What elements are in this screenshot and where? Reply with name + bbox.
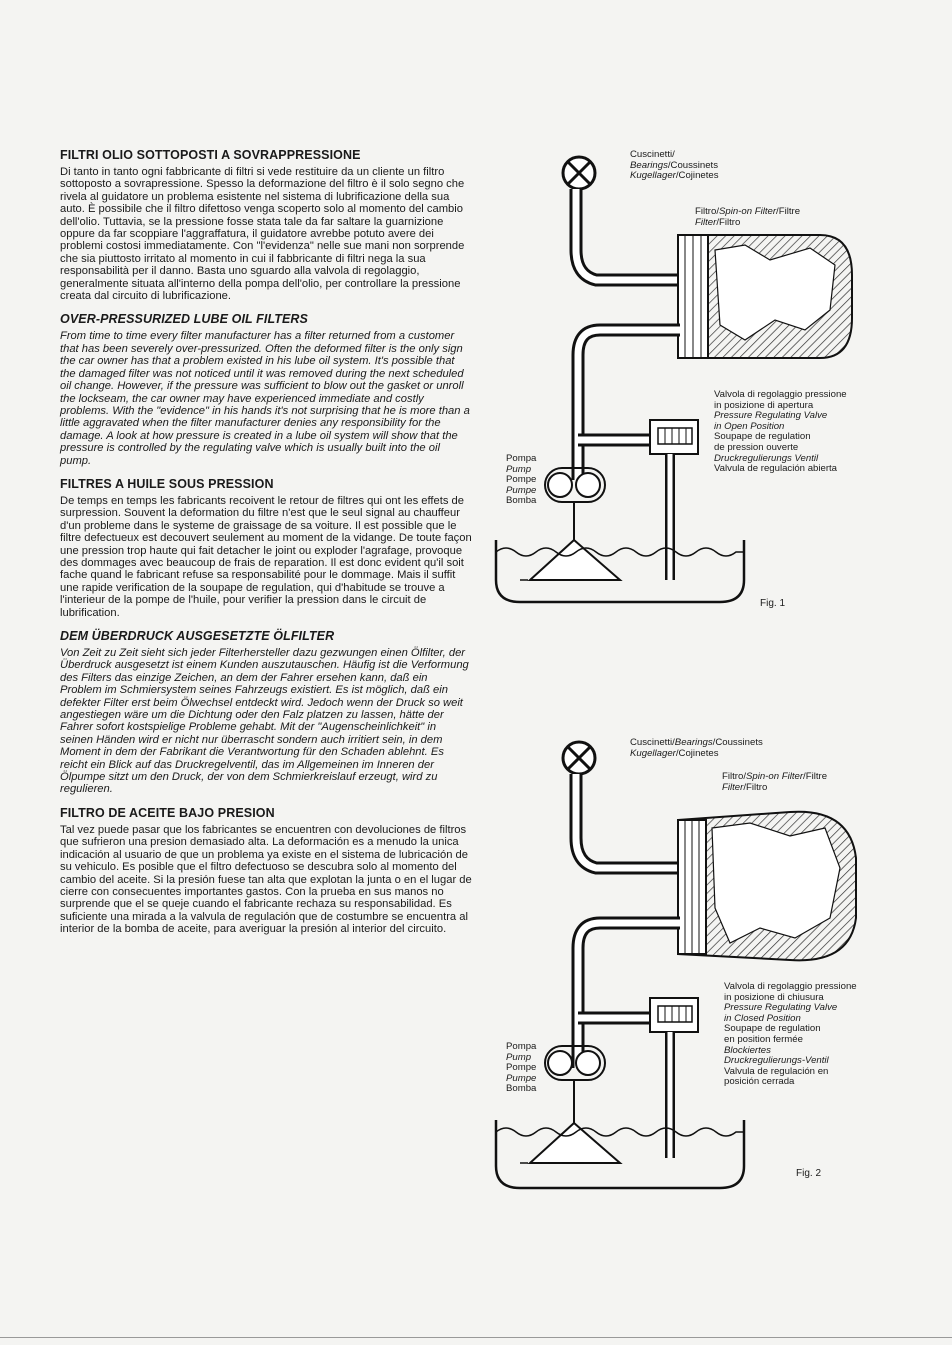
pump-label-line: Pump bbox=[506, 463, 532, 475]
section-spanish bbox=[60, 806, 472, 936]
pump-gear-left bbox=[548, 1051, 572, 1075]
valve-label-line: posición cerrada bbox=[724, 1076, 795, 1088]
valve-label-line: in posizione di apertura bbox=[714, 399, 814, 411]
section-english bbox=[60, 312, 472, 466]
valve-label-line: en position fermée bbox=[724, 1033, 803, 1045]
valve-label-line: Druckregulierungs-Ventil bbox=[724, 1055, 829, 1067]
bottom-rule bbox=[0, 1337, 952, 1338]
pump-label-line: Bomba bbox=[506, 495, 537, 507]
figure-number: Fig. 2 bbox=[796, 1168, 822, 1179]
section-title: FILTRI OLIO SOTTOPOSTI A SOVRAPPRESSIONE bbox=[60, 148, 361, 162]
pump-label-line: Pompe bbox=[506, 474, 537, 486]
valve-label-line: Soupape de regulation bbox=[724, 1023, 821, 1035]
valve-label-line: Soupape de regulation bbox=[714, 431, 811, 443]
section-body: Tal vez puede pasar que los fabricantes se encuentren con devoluciones de filtros que sufrieron una presion demasiado alta. La deformación es a menudo la unica indicación al usuario de que un problema ya existe en el sistema de lubricación de su vehiculo. Es posible que el filtro defectuoso se descubra solo al momento del cambio del aceite. Si la presión fuese tan alta que explotan la junta o en el lugar de cierre con consecuentes importantes gastos. Con la prueba en sus manos no surprende que el se queje cuando el fabricante rechaza su responsabilidad. Es suficiente una mirada a la valvula de regulación que de costumbre se encuentra al interior de la bomba de aceite, para averiguar la presión al interior del circuito. bbox=[60, 823, 472, 936]
pump-label-line: Bomba bbox=[506, 1083, 537, 1095]
valve-label-line: Pressure Regulating Valve bbox=[714, 410, 828, 422]
section-title: DEM ÜBERDRUCK AUSGESETZTE ÖLFILTER bbox=[60, 629, 335, 643]
pump-gear-right bbox=[576, 473, 600, 497]
pump-label bbox=[506, 1042, 536, 1095]
valve-label-line: in Closed Position bbox=[724, 1012, 801, 1024]
figure-2-diagram bbox=[490, 728, 890, 1218]
section-title: FILTRO DE ACEITE BAJO PRESION bbox=[60, 805, 275, 820]
figure-number: Fig. 1 bbox=[760, 598, 786, 609]
section-title: OVER-PRESSURIZED LUBE OIL FILTERS bbox=[60, 312, 308, 327]
bearings-label: Cuscinetti/Bearings/Coussinets Kugellager/Cojinetes bbox=[630, 737, 763, 759]
valve-label-line: Valvola di regolaggio pressione bbox=[724, 981, 857, 992]
pump-label-line: Pumpe bbox=[506, 1072, 537, 1084]
valve-label-line: de pression ouverte bbox=[714, 441, 799, 453]
section-title: FILTRES A HUILE SOUS PRESSION bbox=[60, 476, 274, 491]
section-body: From time to time every filter manufacturer has a filter returned from a customer that has been severely over-pressurized. Often the deformed filter is the only sign the car owner has that a problem existed in his lube oil system. It's possible that the damaged filter was not noticed until it was removed during the next scheduled oil change. However, if the pressure was sufficient to blow out the gasket or unroll the lockseam, the car owner may have experienced immediate and costly problems. With the "evidence" in his hands it's not surprising that he is more than a little aggravated when the filter manufacturer denies any responsibility for the damage. A look at how pressure is created in a lube oil system will show that the pressure is controlled by the regulating valve which is usually built into the oil pump. bbox=[60, 330, 470, 467]
valve-label-line: Druckregulierungs Ventil bbox=[714, 452, 819, 464]
section-body: Von Zeit zu Zeit sieht sich jeder Filterhersteller dazu gezwungen einen Ölfilter, der Überdruck ausgesetzt ist einem Kunden auszutauschen. Häufig ist die Verformung des Filters das einzige Zeichen, an dem der Fahrer ersehen kann, daß ein Problem im Schmiersystem seines Fahrzeugs existiert. Es ist möglich, daß ein defekter Filter erst beim Ölwechsel entdeckt wird. Jedoch wenn der Druck so weit angestiegen wäre um die Dichtung oder den Falz platzen zu lassen, hätte der Fahrer sofort kostspielige Probleme gehabt. Mit der "Augenscheinlichkeit" in seinen Händen wird er nicht nur überrascht sondern auch irritiert sein, in dem Moment in dem der Fabrikant die Verantwortung für den Schaden ablehnt. Es reicht ein Blick auf das Druckregelventil, das im Allgemeinen im Inneren der Ölpumpe sitzt um den Druck, der von dem Schmierkreislauf erzeugt, wird zu regulieren. bbox=[60, 647, 469, 796]
pump-label-line: Pump bbox=[506, 1051, 532, 1063]
pump-label-line: Pompa bbox=[506, 1041, 537, 1052]
figure-1 bbox=[490, 140, 890, 620]
section-body: De temps en temps les fabricants recoivent le retour de filtres qui ont les effets de surpression. Souvent la deformation du filtre n'est que le seul signal au chauffeur d'un probleme dans le systeme de graissage de sa voiture. Il est possible que le filtre defectueux est decouvert seulement au moment de la vidange. De toute façon une pression trop haute qui fait detacher le joint ou exploder l'agrafage, provoque des dommages avec beaucoup de frais de reparation. Il est donc evident qu'il soit fache quand le fabricant refuse sa responsabilité pour le dommage. Mais il suffit une rapide verification de la soupape de regulation, qui d'habitude se trouve a l'interieur de la pompe de l'huile, pour verifier la pression dans le circuit de lubrification. bbox=[60, 494, 472, 619]
section-italian bbox=[60, 148, 472, 302]
valve-label-line: Blockiertes bbox=[724, 1044, 771, 1056]
valve-label-line: in Open Position bbox=[714, 420, 785, 432]
figure-2 bbox=[490, 728, 890, 1218]
text-column bbox=[60, 148, 472, 946]
figure-1-diagram bbox=[490, 140, 890, 620]
filter-label: Filtro/Spin-on Filter/Filtre Filter/Filtro bbox=[695, 206, 801, 228]
valve-label-line: Valvula de regulación en bbox=[724, 1065, 829, 1077]
pump-label-line: Pompe bbox=[506, 1062, 537, 1074]
valve-label-line: in posizione di chiusura bbox=[724, 991, 824, 1003]
valve-label-line: Valvola di regolaggio pressione bbox=[714, 389, 847, 400]
filter-label: Filtro/Spin-on Filter/Filtre Filter/Filtro bbox=[722, 771, 828, 793]
valve-label bbox=[714, 390, 847, 475]
section-french bbox=[60, 477, 472, 619]
pump-label bbox=[506, 454, 536, 507]
valve-label-line: Valvula de regulación abierta bbox=[714, 463, 838, 475]
pump-label-line: Pumpe bbox=[506, 484, 537, 496]
section-german bbox=[60, 629, 472, 796]
pump-gear-left bbox=[548, 473, 572, 497]
section-body: Di tanto in tanto ogni fabbricante di filtri si vede restituire da un cliente un filtro sottoposto a sovrapressione. Spesso la deformazione del filtro è il solo segno che rivela al guidatore un problema esistente nel sistema di lubrificazione della sua auto. È possibile che il filtro difettoso venga scoperto solo al momento del cambio dell'olio. Tuttavia, se la pressione fosse stata tale da far saltare la guarnizione oppure da far scoppiare l'aggraffatura, il guidatore avrebbe potuto avere dei problemi costosi immediatamente. Con "l'evidenza" nelle sue mani non sorprende che sia piuttosto irritato al momento in cui il fabbricante di filtri nega la sua responsabilità per il danno. Basta uno sguardo alla valvola di regolaggio, generalmente situata all'interno della pompa dell'olio, per controllare la pressione creata dal circuito di lubrificazione. bbox=[60, 166, 465, 303]
pump-label-line: Pompa bbox=[506, 453, 537, 464]
bearings-label: Cuscinetti/ Bearings/Coussinets Kugellager/Cojinetes bbox=[630, 149, 719, 182]
valve-label bbox=[724, 982, 857, 1088]
pump-gear-right bbox=[576, 1051, 600, 1075]
valve-label-line: Pressure Regulating Valve bbox=[724, 1002, 838, 1014]
